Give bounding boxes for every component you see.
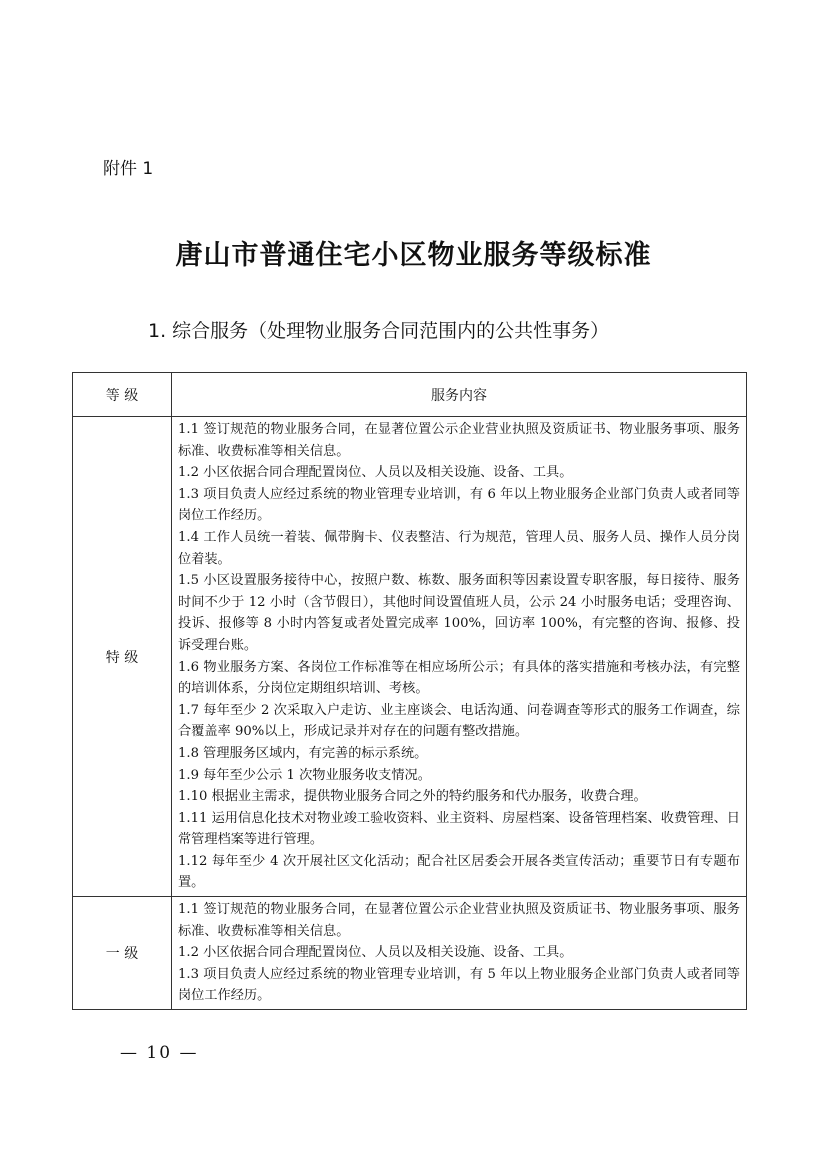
list-item: 1.9 每年至少公示 1 次物业服务收支情况。 <box>178 767 431 783</box>
list-item: 1.5 小区设置服务接待中心，按照户数、栋数、服务面积等因素设置专职客服，每日接待、服务时间不少于 12 小时（含节假日），其他时间设置值班人员，公示 24 小时服务电话；受理咨询、投诉、报修等 8 小时内答复或者处置完成率 100%，回访率 100%，有完整的咨询、报修、投诉受理台账。 <box>178 573 740 653</box>
list-item: 1.11 运用信息化技术对物业竣工验收资料、业主资料、房屋档案、设备管理档案、收费管理、日常管理档案等进行管理。 <box>178 810 740 848</box>
level-cell: 一 级 <box>73 897 172 1010</box>
table-row <box>73 897 747 1010</box>
list-item: 1.12 每年至少 4 次开展社区文化活动；配合社区居委会开展各类宣传活动；重要节日有专题布置。 <box>178 853 740 891</box>
document-title: 唐山市普通住宅小区物业服务等级标准 <box>175 240 652 271</box>
list-item: 1.2 小区依据合同合理配置岗位、人员以及相关设施、设备、工具。 <box>178 945 573 961</box>
list-item: 1.1 签订规范的物业服务合同，在显著位置公示企业营业执照及资质证书、物业服务事项、服务标准、收费标准等相关信息。 <box>178 422 740 459</box>
list-item: 1.3 项目负责人应经过系统的物业管理专业培训，有 6 年以上物业服务企业部门负责人或者同等岗位工作经历。 <box>178 486 740 524</box>
table-header-row <box>73 373 747 417</box>
page-number: — 10 — <box>120 1043 199 1063</box>
table-row <box>73 417 747 897</box>
list-item: 1.1 签订规范的物业服务合同，在显著位置公示企业营业执照及资质证书、物业服务事项、服务标准、收费标准等相关信息。 <box>178 902 740 939</box>
list-item: 1.4 工作人员统一着装、佩带胸卡、仪表整洁、行为规范，管理人员、服务人员、操作人员分岗位着装。 <box>178 529 740 567</box>
header-content: 服务内容 <box>172 373 747 417</box>
list-item: 1.6 物业服务方案、各岗位工作标准等在相应场所公示；有具体的落实措施和考核办法，有完整的培训体系，分岗位定期组织培训、考核。 <box>178 659 740 697</box>
content-cell <box>172 417 747 897</box>
content-cell <box>172 897 747 1010</box>
level-cell: 特 级 <box>73 417 172 897</box>
section-title: 1. 综合服务（处理物业服务合同范围内的公共性事务） <box>148 320 610 342</box>
list-item: 1.10 根据业主需求，提供物业服务合同之外的特约服务和代办服务，收费合理。 <box>178 789 647 805</box>
attachment-label: 附件 1 <box>103 159 154 179</box>
header-level: 等 级 <box>73 373 172 417</box>
list-item: 1.2 小区依据合同合理配置岗位、人员以及相关设施、设备、工具。 <box>178 465 573 481</box>
list-item: 1.8 管理服务区域内，有完善的标示系统。 <box>178 745 428 761</box>
list-item: 1.7 每年至少 2 次采取入户走访、业主座谈会、电话沟通、问卷调查等形式的服务工作调查，综合覆盖率 90%以上，形成记录并对存在的问题有整改措施。 <box>178 702 740 740</box>
service-standard-table <box>72 372 747 1010</box>
list-item: 1.3 项目负责人应经过系统的物业管理专业培训，有 5 年以上物业服务企业部门负责人或者同等岗位工作经历。 <box>178 966 740 1004</box>
